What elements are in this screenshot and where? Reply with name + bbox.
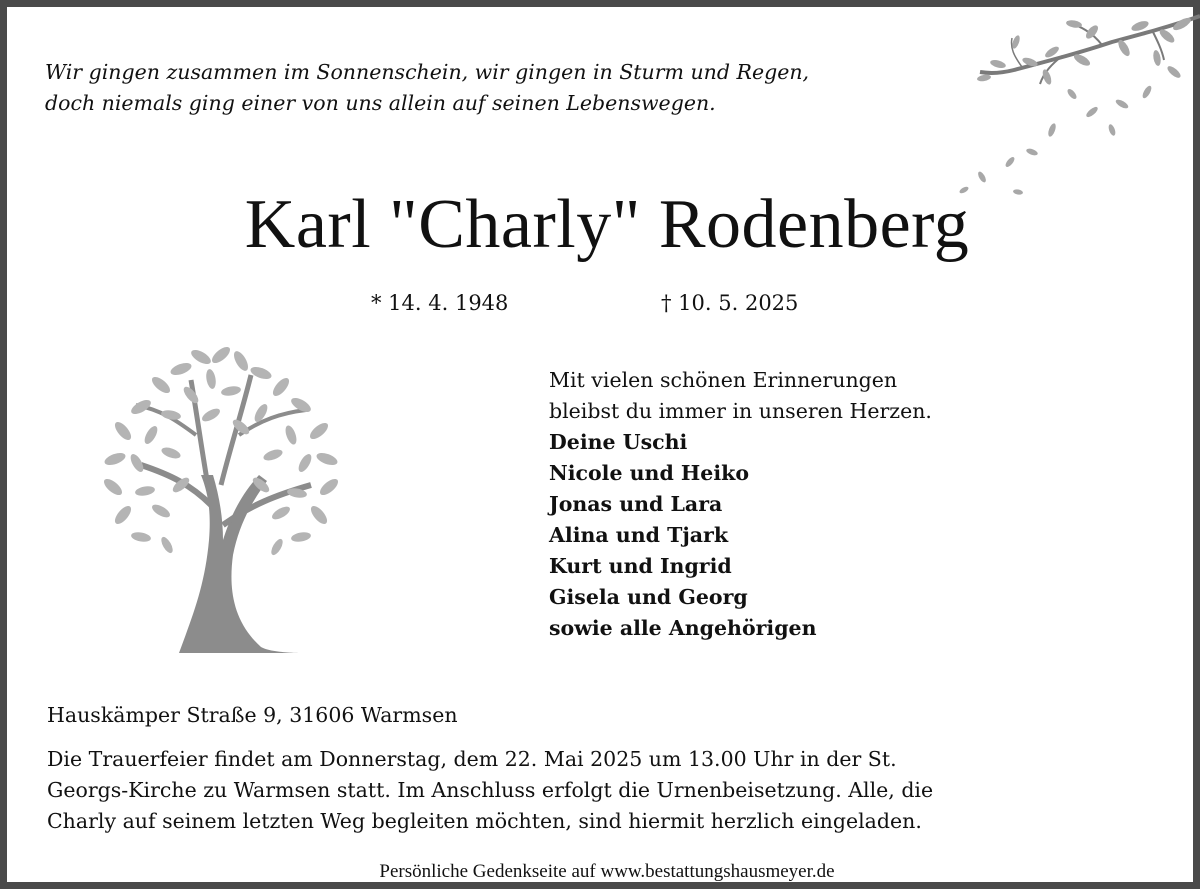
memorial-page-link[interactable]: Persönliche Gedenkseite auf www.bestattungshausmeyer.de bbox=[379, 861, 835, 882]
family-address: Hauskämper Straße 9, 31606 Warmsen bbox=[47, 703, 458, 727]
ceremony-line-3: Charly auf seinem letzten Weg begleiten möchten, sind hiermit herzlich eingeladen. bbox=[47, 809, 922, 833]
ceremony-line-2: Georgs-Kirche zu Warmsen statt. Im Anschluss erfolgt die Urnenbeisetzung. Alle, die bbox=[47, 778, 934, 802]
ceremony-line-1: Die Trauerfeier findet am Donnerstag, dem 22. Mai 2025 um 13.00 Uhr in der St. bbox=[47, 747, 897, 771]
mourner-name: Alina und Tjark bbox=[549, 523, 729, 547]
mourners-block bbox=[549, 365, 1149, 644]
quote-line-1: Wir gingen zusammen im Sonnenschein, wir gingen in Sturm und Regen, bbox=[45, 60, 810, 84]
memorial-quote bbox=[45, 57, 1005, 119]
mourners-intro-line-2: bleibst du immer in unseren Herzen. bbox=[549, 399, 932, 423]
mourner-name: Kurt und Ingrid bbox=[549, 554, 732, 578]
mourner-name: Nicole und Heiko bbox=[549, 461, 750, 485]
mourners-intro-line-1: Mit vielen schönen Erinnerungen bbox=[549, 368, 898, 392]
ceremony-notice bbox=[47, 744, 1165, 837]
mourner-name: Gisela und Georg bbox=[549, 585, 748, 609]
death-date: † 10. 5. 2025 bbox=[661, 291, 799, 315]
quote-line-2: doch niemals ging einer von uns allein auf seinen Lebenswegen. bbox=[45, 91, 716, 115]
mourner-name: Deine Uschi bbox=[549, 430, 688, 454]
birth-date: * 14. 4. 1948 bbox=[371, 291, 509, 315]
mourner-name: sowie alle Angehörigen bbox=[549, 616, 817, 640]
mourner-name: Jonas und Lara bbox=[549, 492, 723, 516]
tree-icon bbox=[101, 335, 341, 653]
deceased-name: Karl "Charly" Rodenberg bbox=[244, 186, 970, 263]
